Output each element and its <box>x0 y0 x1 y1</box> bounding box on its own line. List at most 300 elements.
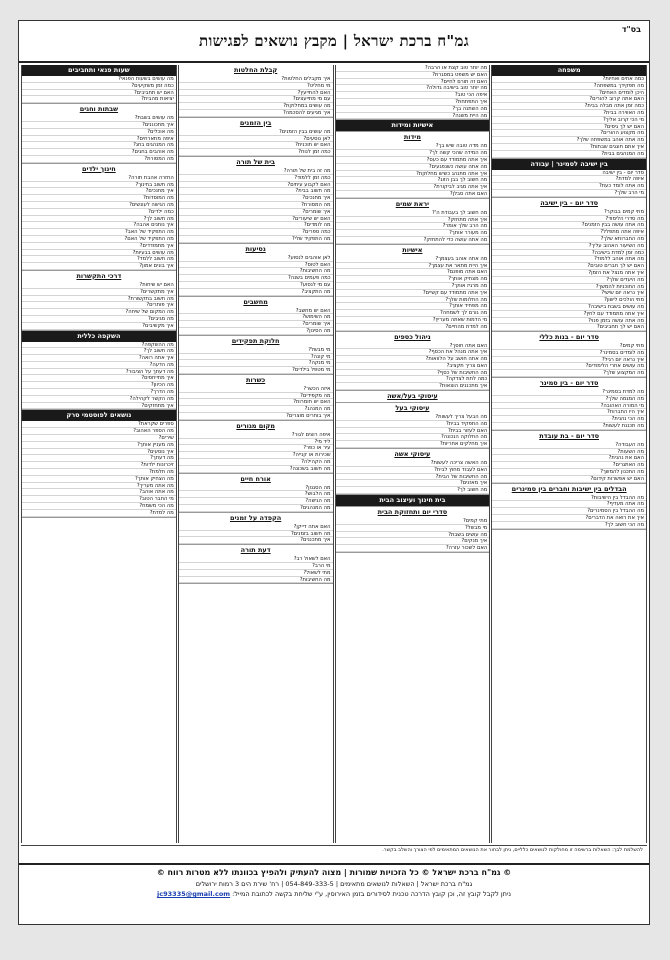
question-item: איך אתה מנהל את הכסף? <box>336 349 490 356</box>
section-title: חלוקת תפקידים <box>231 336 280 345</box>
question-item: איך התפתחת? <box>336 99 490 106</box>
question-item: החזרה אהבת תורה? <box>22 175 176 182</box>
topic-section <box>179 118 333 157</box>
question-item: מה דעתך? <box>22 455 176 462</box>
question-item: סדר יום - בין ישיבה <box>492 170 646 177</box>
topic-section <box>336 391 490 403</box>
question-item: מה החלומות שלך? <box>336 297 490 304</box>
question-item: מה הגישה לעונשים? <box>22 202 176 209</box>
question-item: מה למדת מהחיים? <box>336 324 490 331</box>
question-item: כמה זמן ללמוד? <box>179 175 333 182</box>
question-item: איך מתייחסים? <box>22 375 176 382</box>
question-item: מי הדמות שאתה מעריץ? <box>336 317 490 324</box>
section-title: מקום מגורים <box>236 421 275 430</box>
question-item: מה תפקידך במשפחה? <box>492 83 646 90</box>
question-item: כמה זמן לנוח? <box>179 149 333 156</box>
question-item: מי מטפל בילדים? <box>179 367 333 374</box>
question-item: מה המנהגים? <box>179 505 333 512</box>
question-item: מה חשוב בזמנים? <box>179 531 333 538</box>
section-title: אורח חיים <box>240 474 271 483</box>
footer-contact: גמ"ח ברכת ישראל | השאלות לנושאים מתאימים | 054-849-333-5 | רח' שירת הים 3 רמות ירושלים <box>195 880 473 888</box>
question-item: מה הגישה? <box>179 498 333 505</box>
question-item: מי המורה האהובה? <box>492 403 646 410</box>
question-item: מה הסגנון? <box>179 485 333 492</box>
question-item: מה מצחיק אותך? <box>336 276 490 283</box>
document-footer <box>19 863 649 924</box>
topic-section <box>22 164 176 271</box>
question-item: מה הספר האהוב? <box>22 428 176 435</box>
question-item: כמה זמן משקיעים? <box>22 83 176 90</box>
question-item: כמה זמן אתה מבלה בבית? <box>492 103 646 110</box>
section-title: סדר יום - בין סמינר <box>539 379 599 388</box>
topic-section <box>336 245 490 332</box>
bsd-mark: בס"ד <box>621 25 641 34</box>
topic-section <box>492 378 646 431</box>
question-item: האם אתה סבלן? <box>336 191 490 198</box>
question-item: איפה מתארחים? <box>22 136 176 143</box>
section-title: מידות <box>403 133 421 142</box>
question-item: איך אתה מתמודד עם כעס? <box>336 157 490 164</box>
question-item: איך נראה יום שישי? <box>492 290 646 297</box>
topic-column <box>21 65 177 843</box>
question-item: מה הדרך? <box>22 389 176 396</box>
question-item: איך מתחזקים? <box>22 403 176 410</box>
question-item: מה העבודה? <box>492 442 646 449</box>
section-title: הבדלים בין ישיבות וחברים בין סמינרים <box>511 484 627 493</box>
topic-section <box>22 410 176 517</box>
question-item: איך נוסעים? <box>22 449 176 456</box>
question-item: מה האווירה בבית? <box>492 110 646 117</box>
question-item: מה התפקיד של האם? <box>22 236 176 243</box>
question-item: האם יש שיחות? <box>22 282 176 289</box>
question-item: מתי לשאול? <box>179 570 333 577</box>
topic-section <box>492 198 646 332</box>
question-item: מה אתה אוהב במשפחה שלך? <box>492 137 646 144</box>
question-item: כמה ילדים? <box>22 209 176 216</box>
topic-column <box>335 65 491 843</box>
topic-section <box>179 375 333 421</box>
question-item: מה חשוב ללמד? <box>22 256 176 263</box>
question-item: ספרים שקראת? <box>22 421 176 428</box>
topic-column <box>178 65 334 843</box>
question-item: מה התפקיד שלי? <box>179 236 333 243</box>
question-item: מתי קמים? <box>492 343 646 350</box>
question-item: מה לומדים בסמינר? <box>492 350 646 357</box>
question-item: מה חשוב לך בבן הזוג? <box>336 177 490 184</box>
question-item: מה למדת בסמינר? <box>492 389 646 396</box>
question-item: היכן לומדים האחים? <box>492 90 646 97</box>
question-item: מה אתה עושה בזמן פנוי? <box>492 318 646 325</box>
question-item: מה הרב שלך אומר? <box>336 223 490 230</box>
question-item: מה מעניין אותך? <box>22 442 176 449</box>
question-item: איך אתם חוגגים שבתות? <box>492 144 646 151</box>
question-item: איך נותנים אהבה? <box>22 222 176 229</box>
question-item: מה עושים במחלוקת? <box>179 103 333 110</box>
question-item: מה עושים אחרי הלימודים? <box>492 363 646 370</box>
question-item: מי הרב שלך? <box>492 190 646 197</box>
question-item: האם את נהנית? <box>492 455 646 462</box>
question-item: מה ההשקפה? <box>22 342 176 349</box>
section-title: בית חינוך ועיצוב הבית <box>336 495 490 506</box>
question-item: מה המגמה שלך? <box>492 396 646 403</box>
question-item: האם צריך תקציב? <box>336 363 490 370</box>
question-item: מה המידה שהכי קשה לך? <box>336 150 490 157</box>
question-item: מה הקהילה? <box>179 459 333 466</box>
document-page <box>18 20 650 925</box>
question-item: האם יש לך חברים טובים? <box>492 263 646 270</box>
question-item: האם יש אפשרות קידום? <box>492 476 646 483</box>
question-item: איך בונים אמון? <box>22 263 176 270</box>
section-title: יראת שמים <box>395 199 430 208</box>
section-title: הקפדה על זמנים <box>229 513 282 522</box>
question-item: איפה למדת? <box>492 176 646 183</box>
question-item: יציאות מהבית? <box>22 96 176 103</box>
question-item: מה הדעה? <box>22 362 176 369</box>
topic-section <box>22 65 176 104</box>
question-item: מי קונה? <box>179 354 333 361</box>
question-item: איך אתה מתחזק? <box>336 217 490 224</box>
question-item: מי מבשל? <box>336 525 490 532</box>
question-item: מה התקציב? <box>179 289 333 296</box>
question-item: מה מגיבים? <box>22 316 176 323</box>
section-title: סדרי יום ותחזוקת הבית <box>377 508 448 517</box>
question-item: מה לומדים? <box>179 222 333 229</box>
question-item: איך מתקשרים? <box>22 289 176 296</box>
topic-section <box>492 159 646 198</box>
question-item: איך מחנכים? <box>179 195 333 202</box>
question-item: מה חשוב בשכונה? <box>179 466 333 473</box>
question-item: מה השימוש? <box>179 314 333 321</box>
question-item: איך מחנכים? <box>22 188 176 195</box>
question-item: ליד מי? <box>179 439 333 446</box>
question-item: מי החבר הטוב? <box>22 496 176 503</box>
question-item: איך מאזנים? <box>336 480 490 487</box>
question-item: מה הבעל צריך לעשות? <box>336 414 490 421</box>
topic-section <box>179 65 333 118</box>
question-item: מתי קמים? <box>336 518 490 525</box>
section-title: ניהול כספים <box>394 332 431 341</box>
question-item: האם אתה חוסך? <box>336 343 490 350</box>
email-link[interactable]: jc93335@gmail.com <box>157 890 231 898</box>
question-item: מי הכי קרוב אליך? <box>492 117 646 124</box>
question-item: לאן אוהבים לנסוע? <box>179 255 333 262</box>
topic-section <box>179 545 333 584</box>
question-item: עם מי לנסוע? <box>179 282 333 289</box>
question-item: מה מרגיז אותך? <box>336 283 490 290</box>
section-title: עיסוקי בעל <box>395 404 430 413</box>
question-item: מה החשיבות של הבית? <box>336 474 490 481</box>
question-item: האם יש לך גיסים? <box>492 124 646 131</box>
section-title: אישיות <box>402 245 423 254</box>
question-item: מה אוהבים בחגים? <box>22 149 176 156</box>
question-item: כמה ספרים? <box>179 229 333 236</box>
question-item: מה האתגרים? <box>492 462 646 469</box>
question-item: מה הכיוון? <box>22 382 176 389</box>
topic-section <box>492 332 646 378</box>
question-item: מה חשוב בבית? <box>179 188 333 195</box>
question-item: איך מתכננים הוצאות? <box>336 383 490 390</box>
question-item: האם יש לך תחביבים? <box>492 324 646 331</box>
section-title: בין ישיבה לסמינר | עבודה <box>492 159 646 170</box>
question-item: שכירות או קנייה? <box>179 452 333 459</box>
question-item: מה אתה עושה כשנפגעים? <box>336 164 490 171</box>
topic-section <box>336 65 490 120</box>
question-item: איך מחלקים אחריות? <box>336 441 490 448</box>
question-item: כמה אחים ואחיות? <box>492 76 646 83</box>
topic-section <box>179 474 333 513</box>
section-title: עיסוקי אשה <box>394 450 431 459</box>
section-title: עיסוקי בעל/אשה <box>387 392 438 401</box>
question-item: האם זה תורם לחיים? <box>336 79 490 86</box>
question-item: מי מחליט? <box>179 83 333 90</box>
section-title: בין הזמנים <box>239 118 272 127</box>
question-item: איך מתכוננים? <box>22 122 176 129</box>
question-item: מה אתה אוהב ללמוד? <box>492 256 646 263</box>
question-item: האם לשאול רב? <box>179 556 333 563</box>
question-item: מה אוכלים? <box>22 129 176 136</box>
question-item: מה מדה טובה שיש בך? <box>336 143 490 150</box>
question-item: מה השעות? <box>492 449 646 456</box>
footer-request-text: ניתן לקבל קובץ זה, וכן קובץ הדרכה טכנית לסידורים בזמן האירוסין, ע"י שליחת בקשה לכתובת המייל: <box>232 890 511 898</box>
section-title: קבלת החלטות <box>233 66 278 74</box>
question-item: מה סדרי הלימוד? <box>492 216 646 223</box>
footer-copyright: © גמ"ח ברכת ישראל © כל הזכויות שמורות | מצוה להעתיק ולהפיץ בכוונתו ללא מטרות רווח © <box>156 868 512 877</box>
question-item: איך מקשיבים? <box>22 323 176 330</box>
question-item: מה התפקיד בבית? <box>336 421 490 428</box>
question-item: מה מקצוע ההורים? <box>492 130 646 137</box>
question-item: איך מתמודדים? <box>22 243 176 250</box>
question-item: האם אתה קרוב להורים? <box>492 96 646 103</box>
topic-section <box>22 271 176 331</box>
question-item: האם להתייעץ? <box>179 90 333 97</box>
question-item: מה ההבדל בין הישיבות? <box>492 495 646 502</box>
question-item: מה מפחיד אותך? <box>336 303 490 310</box>
section-title: כשרות <box>246 375 266 384</box>
question-item: כמה זמן למדת בישיבה? <box>492 250 646 257</box>
question-item: איך היית מתאר את עצמך? <box>336 263 490 270</box>
section-title: נסיעות <box>245 244 266 253</box>
question-item: מה הלבוש? <box>179 491 333 498</box>
question-item: איך בוחרים מוצרים? <box>179 413 333 420</box>
question-item: מה חשוב בחינוך? <box>22 182 176 189</box>
topic-section <box>336 120 490 132</box>
section-title: מחשבים <box>243 297 268 306</box>
section-title: בית של תורה <box>236 157 275 166</box>
section-title: חינוך ילדים <box>82 164 116 173</box>
topic-section <box>336 403 490 449</box>
question-item: מה חשוב לך בעבודת ה'? <box>336 210 490 217</box>
notes-text: להשלמת לבך: השאלות ברשימה זו מחולקות לנושאים כלליים, ניתן לבחור את הנושאים המתאימים לפי הצורך והשלב בקשר. <box>21 845 647 861</box>
question-item: איך אתה מגיב לביקורת? <box>336 184 490 191</box>
topic-section <box>179 244 333 297</box>
question-item: איך נראה יום רגיל? <box>492 357 646 364</box>
topic-section <box>492 431 646 484</box>
topic-section <box>492 65 646 159</box>
question-item: מי הרב? <box>179 563 333 570</box>
question-item: מה החשיבות? <box>179 268 333 275</box>
question-item: מה מעורר אותך? <box>336 230 490 237</box>
question-item: האם יש תוכנית? <box>179 142 333 149</box>
question-item: האם יש חומרות? <box>179 399 333 406</box>
question-item: מה אתה עושה כדי להתחזק? <box>336 237 490 244</box>
question-item: איך אתה מתמודד עם לחץ? <box>492 311 646 318</box>
topic-section <box>179 157 333 244</box>
question-item: האם לטוס? <box>179 262 333 269</box>
section-title: דעת תורה <box>240 546 271 555</box>
question-item: איך מתכננים? <box>179 537 333 544</box>
question-item: מה הסינון? <box>179 328 333 335</box>
question-item: איך אתה מתמודד עם קשיים? <box>336 290 490 297</box>
topic-section <box>492 484 646 530</box>
question-item: האם יש מחשב? <box>179 308 333 315</box>
question-item: מה המסורת? <box>179 202 333 209</box>
question-item: מה הקשר לקהילה? <box>22 396 176 403</box>
question-item: איך מקבלים החלטות? <box>179 76 333 83</box>
question-item: מה עושים בבין הזמנים? <box>179 129 333 136</box>
question-item: איך היו החברות? <box>492 409 646 416</box>
topic-section <box>336 495 490 507</box>
question-item: מה ההבדל בין הסמינרים? <box>492 508 646 515</box>
footer-request-line <box>19 889 649 900</box>
question-item: איך את רואה את הדברים? <box>492 515 646 522</box>
question-item: עיר או כפר? <box>179 445 333 452</box>
question-item: איזה הכשר? <box>179 386 333 393</box>
question-item: מה מקפידים? <box>179 393 333 400</box>
question-item: מה דעתך על הציבור? <box>22 369 176 376</box>
question-item: מה הכי נהנית? <box>492 416 646 423</box>
question-item: איפה אתה מתפלל? <box>492 229 646 236</box>
question-item: האם לעזור בבית? <box>336 428 490 435</box>
question-item: זיכרונות ילדות? <box>22 462 176 469</box>
question-item: מה גורם לך לשמחה? <box>336 310 490 317</box>
section-title: שעות פנאי ותחביבים <box>22 65 176 76</box>
question-item: איך שומרים? <box>179 321 333 328</box>
question-item: כמה פעמים בשנה? <box>179 275 333 282</box>
section-title: השקפה כללית <box>22 331 176 342</box>
question-item: מה הכי משמח? <box>22 503 176 510</box>
question-item: מה היעדים שלך? <box>492 277 646 284</box>
question-item: עם מי מתייעצים? <box>179 96 333 103</box>
question-item: מה המקום של שיחה? <box>22 309 176 316</box>
question-item: מה החשיבות של כסף? <box>336 370 490 377</box>
topic-section <box>179 513 333 545</box>
question-item: איך פותרים? <box>22 302 176 309</box>
question-item: מה זה בית של תורה? <box>179 168 333 175</box>
question-item: מה חשוב בתקשורת? <box>22 296 176 303</box>
question-item: מה המנהג? <box>179 406 333 413</box>
section-title: דרכי התקשרות <box>76 271 122 280</box>
question-item: האם יש משפט במסגרת? <box>336 72 490 79</box>
question-item: מה עושים בשבת? <box>22 115 176 122</box>
question-item: מה החברותא שלך? <box>492 236 646 243</box>
question-item: מתי הולכים לישון? <box>492 297 646 304</box>
topic-section <box>179 336 333 375</box>
question-item: מה התפקיד של האב? <box>22 229 176 236</box>
question-item: איך מנקים? <box>336 538 490 545</box>
question-item: מה השיעור האהוב עליך? <box>492 243 646 250</box>
section-title: סדר יום - בנות כללי <box>539 333 599 342</box>
question-item: מה המקצוע שלך? <box>492 370 646 377</box>
question-item: מה חלמת? <box>22 469 176 476</box>
document-header <box>19 21 649 63</box>
question-item: מה המנהגים בחג? <box>22 142 176 149</box>
question-item: מה יותר טוב בישיבה גדולה? <box>336 85 490 92</box>
question-item: מי מבשל? <box>179 347 333 354</box>
question-item: מה עושים בבעיות? <box>22 250 176 257</box>
question-item: מה אתה מעדיף? <box>492 501 646 508</box>
question-item: מה עושים בשבת? <box>336 532 490 539</box>
question-item: איך שומרים? <box>179 209 333 216</box>
question-item: מתי קמים בבוקר? <box>492 209 646 216</box>
question-item: מה התכנון להמשך? <box>492 469 646 476</box>
section-title: משפחה <box>492 65 646 76</box>
topic-section <box>336 507 490 553</box>
topic-section <box>336 199 490 245</box>
question-item: מה הכי חשוב לך? <box>492 522 646 529</box>
question-item: מה החשיבות? <box>179 577 333 584</box>
question-item: איך אתה מתנהג כשיש מחלוקת? <box>336 171 490 178</box>
question-item: איך אתה רואה? <box>22 355 176 362</box>
page-title: גמ"ח ברכת ישראל | מקבץ נושאים לפגישות <box>199 31 469 50</box>
question-item: האם לקבוע עיתים? <box>179 182 333 189</box>
question-item: מה המוסדות? <box>22 195 176 202</box>
question-item: מה עושים בשעות הפנאי? <box>22 76 176 83</box>
question-item: מי מנקה? <box>179 360 333 367</box>
question-item: מה אתה עושה בבין הזמנים? <box>492 222 646 229</box>
question-item: מה החלוקה הנכונה? <box>336 434 490 441</box>
topic-section <box>179 421 333 474</box>
question-item: מה חשוב לך? <box>22 348 176 355</box>
section-title: נושאים לפוסטמי סרק <box>22 410 176 421</box>
question-item: מה תכננת לעשות? <box>492 423 646 430</box>
question-item: מה היית משנה? <box>336 113 490 120</box>
topic-section <box>336 132 490 198</box>
question-item: האם יש תחביבים? <box>22 90 176 97</box>
section-title: סדר יום - בת עובדת <box>539 431 599 440</box>
topic-section <box>336 449 490 495</box>
topic-section <box>179 297 333 336</box>
question-item: האם לעבוד מחוץ לבית? <box>336 467 490 474</box>
question-item: מה חשוב לך? <box>336 487 490 494</box>
section-title: סדר יום - בין ישיבה <box>540 198 599 207</box>
question-item: האם לשכור עזרה? <box>336 545 490 552</box>
question-item: מה השתנה בך? <box>336 106 490 113</box>
question-item: מה למדת? <box>22 510 176 517</box>
question-item: האם אתה מופנם? <box>336 269 490 276</box>
question-item: איפה הכי טוב? <box>336 92 490 99</box>
question-item: מה הצחיק אותך? <box>22 476 176 483</box>
topic-section <box>22 331 176 411</box>
question-item: מה יותר טוב קצת או הרבה? <box>336 65 490 72</box>
question-item: איפה רוצים לגור? <box>179 432 333 439</box>
question-item: מה אתה לומד כעת? <box>492 183 646 190</box>
question-item: מה עושים בשבת בישיבה? <box>492 304 646 311</box>
topic-section <box>22 104 176 164</box>
question-item: מה אתה חושב על הלוואות? <box>336 356 490 363</box>
topics-grid <box>21 65 647 843</box>
question-item: האם יש שיעורים? <box>179 216 333 223</box>
question-item: מה חשוב לך? <box>22 216 176 223</box>
question-item: שירים? <box>22 435 176 442</box>
question-item: מה האשה צריכה לעשות? <box>336 460 490 467</box>
question-item: מה המסורת? <box>22 156 176 163</box>
question-item: האם אתה דייקן? <box>179 524 333 531</box>
question-item: מה התוכניות להמשך? <box>492 284 646 291</box>
question-item: איך אתה מנצל את הזמן? <box>492 270 646 277</box>
section-title: אישיות ומידות <box>336 120 490 131</box>
question-item: מה אתה אוהב? <box>22 489 176 496</box>
question-item: לאן נוסעים? <box>179 136 333 143</box>
